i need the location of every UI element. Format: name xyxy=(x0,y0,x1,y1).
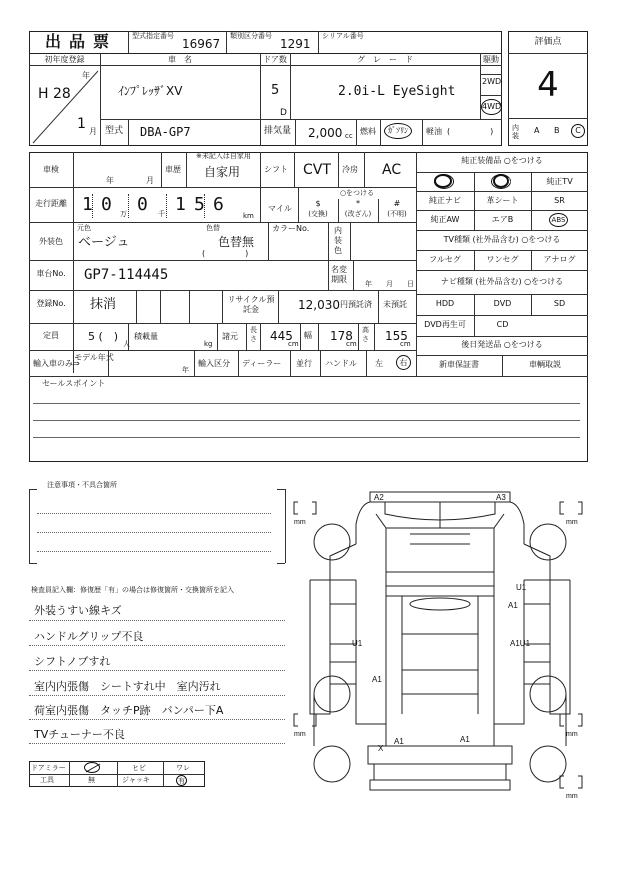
dealer-label: ディーラー xyxy=(242,359,282,368)
class-no-label: 類別区分番号 xyxy=(230,32,272,40)
mirror-check-mark xyxy=(84,762,102,774)
doors-value: 5 xyxy=(271,83,280,98)
cc-value: 2,000 xyxy=(308,126,343,140)
model-no-label: 型式指定番号 xyxy=(132,32,174,40)
color-value: ベージュ xyxy=(78,235,130,250)
model-year-label: モデル年式 xyxy=(74,353,114,362)
title-change-label: 名変期限 xyxy=(331,265,347,284)
recycle-value: 12,030 xyxy=(298,298,340,312)
interior-grade-a: A xyxy=(534,126,540,135)
class-no-value: 1291 xyxy=(280,37,311,51)
capacity-value: 5 ( ) xyxy=(88,330,119,343)
shift-label: シフト xyxy=(264,165,288,174)
mark-u1-right-front: U1 xyxy=(516,583,527,592)
odo-digit-4: 1 xyxy=(175,194,186,215)
unknown-text: (不明) xyxy=(387,210,407,218)
option-genuine-navi: 純正ナビ xyxy=(429,196,461,205)
parallel-label: 並行 xyxy=(296,359,312,368)
reg-no-value: 抹消 xyxy=(90,297,117,312)
equip-jack: ジャッキ xyxy=(122,776,150,784)
odo-unit-sen: 千 xyxy=(158,210,165,218)
equip-jack-value-circled: 有 xyxy=(178,777,185,785)
ac-value: AC xyxy=(382,162,402,178)
option-leather: 革シート xyxy=(486,196,519,205)
handle-right-circled: 右 xyxy=(396,355,411,370)
sales-point-label: セールスポイント xyxy=(42,379,106,388)
chassis-value: GP7-114445 xyxy=(84,267,169,283)
interior-grade-c-circled: C xyxy=(571,124,585,138)
grade-value: 2.0i-L EyeSight xyxy=(338,84,456,99)
score-label: 評価点 xyxy=(534,37,562,47)
note-line-6: TVチューナー不良 xyxy=(34,728,125,741)
use-note: ※未記入は自家用 xyxy=(196,152,251,160)
navi-sd: SD xyxy=(553,299,566,308)
length-label: 長さ xyxy=(250,326,257,343)
later-warranty: 新車保証書 xyxy=(439,360,479,369)
exchange-text: (交換) xyxy=(308,210,328,218)
mark-a1-right-front: A1 xyxy=(508,601,518,610)
note-line-2: ハンドルグリップ不良 xyxy=(34,630,144,643)
grade-label: グ レ ー ド xyxy=(357,55,413,64)
inspector-note: 検査員記入欄：修復歴「有」の場合は修復箇所・交換箇所を記入 xyxy=(31,586,234,594)
color-no-label: カラーNo. xyxy=(272,224,310,233)
height-value: 155 xyxy=(385,329,408,343)
reg-no-label: 登録No. xyxy=(36,299,66,308)
note-line-1: 外装うすい線キズ xyxy=(34,604,122,617)
navi-type-label: ナビ種類 (社外品含む) ○をつける xyxy=(440,277,564,286)
navi-circle-mark xyxy=(434,174,452,188)
month-value: 1 xyxy=(77,116,86,132)
equip-tools: 工具 xyxy=(40,776,54,784)
mark-a1-rear-right: A1 xyxy=(460,735,470,744)
load-label: 積載量 xyxy=(134,332,158,341)
equip-crack: ヒビ xyxy=(132,764,146,772)
dvd-playback-label: DVD再生可 xyxy=(424,320,466,329)
repaint-paren: ( ) xyxy=(202,249,249,258)
orig-color-label: 元色 xyxy=(77,224,91,232)
import-label: 輸入車のみ⇒ xyxy=(33,359,80,368)
option-navi-circled: ナビ xyxy=(434,174,454,189)
navi-dvd: DVD xyxy=(493,299,512,308)
doors-label: ドア数 xyxy=(263,55,287,64)
serial-label: シリアル番号 xyxy=(322,32,364,40)
mm-unit-spare: mm xyxy=(566,793,578,800)
mark-a2: A2 xyxy=(374,493,384,502)
shaken-label: 車検 xyxy=(43,165,59,174)
type-value: DBA-GP7 xyxy=(140,125,191,139)
odometer-label: 走行距離 xyxy=(35,199,67,208)
drive-label: 駆動 xyxy=(483,55,499,64)
mm-unit-fr: mm xyxy=(566,519,578,526)
use-value: 自家用 xyxy=(204,165,241,179)
tamper-text: (改ざん) xyxy=(344,210,372,218)
navi-hdd: HDD xyxy=(435,299,455,308)
option-genuine-aw: 純正AW xyxy=(430,215,460,224)
mark-a1-rear: A1 xyxy=(394,737,404,746)
mark-a1-left-rear: A1 xyxy=(372,675,382,684)
equip-mirror: ドアミラー xyxy=(31,764,66,772)
odo-digit-5: 5 xyxy=(194,194,205,215)
later-manual: 車輌取説 xyxy=(529,360,561,369)
unknown-mark: # xyxy=(393,199,401,208)
option-airbag: エアB xyxy=(491,215,514,224)
month-unit: 月 xyxy=(89,127,97,136)
odo-digit-2: 0 xyxy=(101,194,112,215)
height-unit: cm xyxy=(400,340,411,348)
repaint-value: 色替無 xyxy=(218,235,255,249)
height-label: 高さ xyxy=(362,326,369,343)
year-unit: 年 xyxy=(82,71,90,80)
drive-4wd-circled: 4WD xyxy=(481,99,502,115)
shaken-year: 年 xyxy=(106,176,114,185)
odo-digit-6: 6 xyxy=(213,194,224,215)
recycle-note: 円預託済 xyxy=(340,300,372,309)
model-no-value: 16967 xyxy=(182,37,221,51)
tv-fullseg: フルセグ xyxy=(429,255,461,264)
mark-a1u1-right: A1U1 xyxy=(510,639,531,648)
later-items-label: 後日発送品 ○をつける xyxy=(461,340,543,349)
width-value: 178 xyxy=(330,329,353,343)
genuine-label: 純正装備品 ○をつける xyxy=(461,156,543,165)
dims-label: 諸元 xyxy=(222,332,238,341)
car-name-label: 車 名 xyxy=(168,55,192,64)
cc-label: 排気量 xyxy=(264,126,292,136)
mileage-label: マイル xyxy=(268,204,292,213)
mm-unit-rl: mm xyxy=(294,731,306,738)
history-label: 車歴 xyxy=(165,165,181,174)
tv-analog: アナログ xyxy=(543,255,576,264)
tv-oneseg: ワンセグ xyxy=(486,255,519,264)
drive-2wd: 2WD xyxy=(482,77,502,86)
note-line-4: 室内内張傷 シートすれ中 室内汚れ xyxy=(34,680,221,693)
import-class-label: 輸入区分 xyxy=(198,359,230,368)
odo-unit-man: 万 xyxy=(120,210,127,218)
door-type: D xyxy=(280,108,287,118)
fuel-gasoline-circled: ｶﾞｿﾘﾝ xyxy=(384,123,412,139)
odo-digit-3: 0 xyxy=(137,194,148,215)
exchange-mark: $ xyxy=(315,199,321,208)
tamper-mark: * xyxy=(356,199,360,208)
load-unit: kg xyxy=(204,340,213,348)
fuel-label: 燃料 xyxy=(360,127,376,136)
width-unit: cm xyxy=(346,340,357,348)
sheet-title: 出品票 xyxy=(45,32,118,51)
notes-label: 注意事項・不具合箇所 xyxy=(47,481,117,489)
dvd-cd: CD xyxy=(496,320,509,329)
length-unit: cm xyxy=(288,340,299,348)
length-value: 445 xyxy=(270,329,293,343)
color-label: 外装色 xyxy=(39,237,63,246)
mark-x-rear: X xyxy=(378,744,384,753)
equip-break: ワレ xyxy=(176,764,190,772)
fuel-diesel: 軽油 xyxy=(426,127,442,136)
title-change-ym: 年 月 日 xyxy=(365,280,414,288)
shaken-month: 月 xyxy=(146,176,154,185)
type-label: 型式 xyxy=(105,126,124,136)
tv-type-label: TV種類 (社外品含む) ○をつける xyxy=(443,235,561,244)
mark-note: ○をつける xyxy=(339,189,375,197)
odo-digit-1: 1 xyxy=(82,194,93,215)
option-genuine-tv: 純正TV xyxy=(546,177,573,186)
cc-unit: cc xyxy=(345,132,353,140)
odo-unit-km: km xyxy=(243,212,254,220)
fuel-other: ( ) xyxy=(447,127,494,136)
option-sr: SR xyxy=(554,196,565,205)
note-line-3: シフトノブすれ xyxy=(34,655,111,668)
shift-value: CVT xyxy=(303,162,331,178)
handle-label: ハンドル xyxy=(325,359,357,368)
model-year-unit: 年 xyxy=(182,366,189,374)
option-sunroof-circled: サンルーフ xyxy=(491,174,511,189)
handle-left: 左 xyxy=(375,359,383,368)
mark-u1-left: U1 xyxy=(352,639,363,648)
interior-grade-b: B xyxy=(554,126,560,135)
mm-unit-rr: mm xyxy=(566,731,578,738)
mark-a3: A3 xyxy=(496,493,506,502)
ac-label: 冷房 xyxy=(342,165,358,174)
first-reg-label: 初年度登録 xyxy=(44,55,85,64)
repaint-label: 色替 xyxy=(206,224,220,232)
capacity-unit: 人 xyxy=(123,340,130,348)
car-damage-diagram xyxy=(290,484,590,814)
score-value: 4 xyxy=(537,65,559,105)
recycle-label: リサイクル預託金 xyxy=(227,295,275,314)
car-name-value: ｲﾝﾌﾟﾚｯｻﾞXV xyxy=(118,84,183,98)
note-line-5: 荷室内張傷 タッチP跡 バンパー下A xyxy=(34,704,224,717)
recycle-status: 未預託 xyxy=(383,300,407,309)
chassis-label: 車台No. xyxy=(36,269,66,278)
sunroof-circle-mark xyxy=(493,174,509,188)
width-label: 幅 xyxy=(304,331,312,340)
option-abs-circled: ABS xyxy=(549,213,568,227)
capacity-label: 定員 xyxy=(43,331,59,340)
interior-color-label: 内装色 xyxy=(334,226,342,255)
equip-tools-value: 無 xyxy=(88,776,95,784)
era-value: H 28 xyxy=(38,86,71,102)
interior-label: 内装 xyxy=(512,124,519,140)
mm-unit-fl: mm xyxy=(294,519,306,526)
